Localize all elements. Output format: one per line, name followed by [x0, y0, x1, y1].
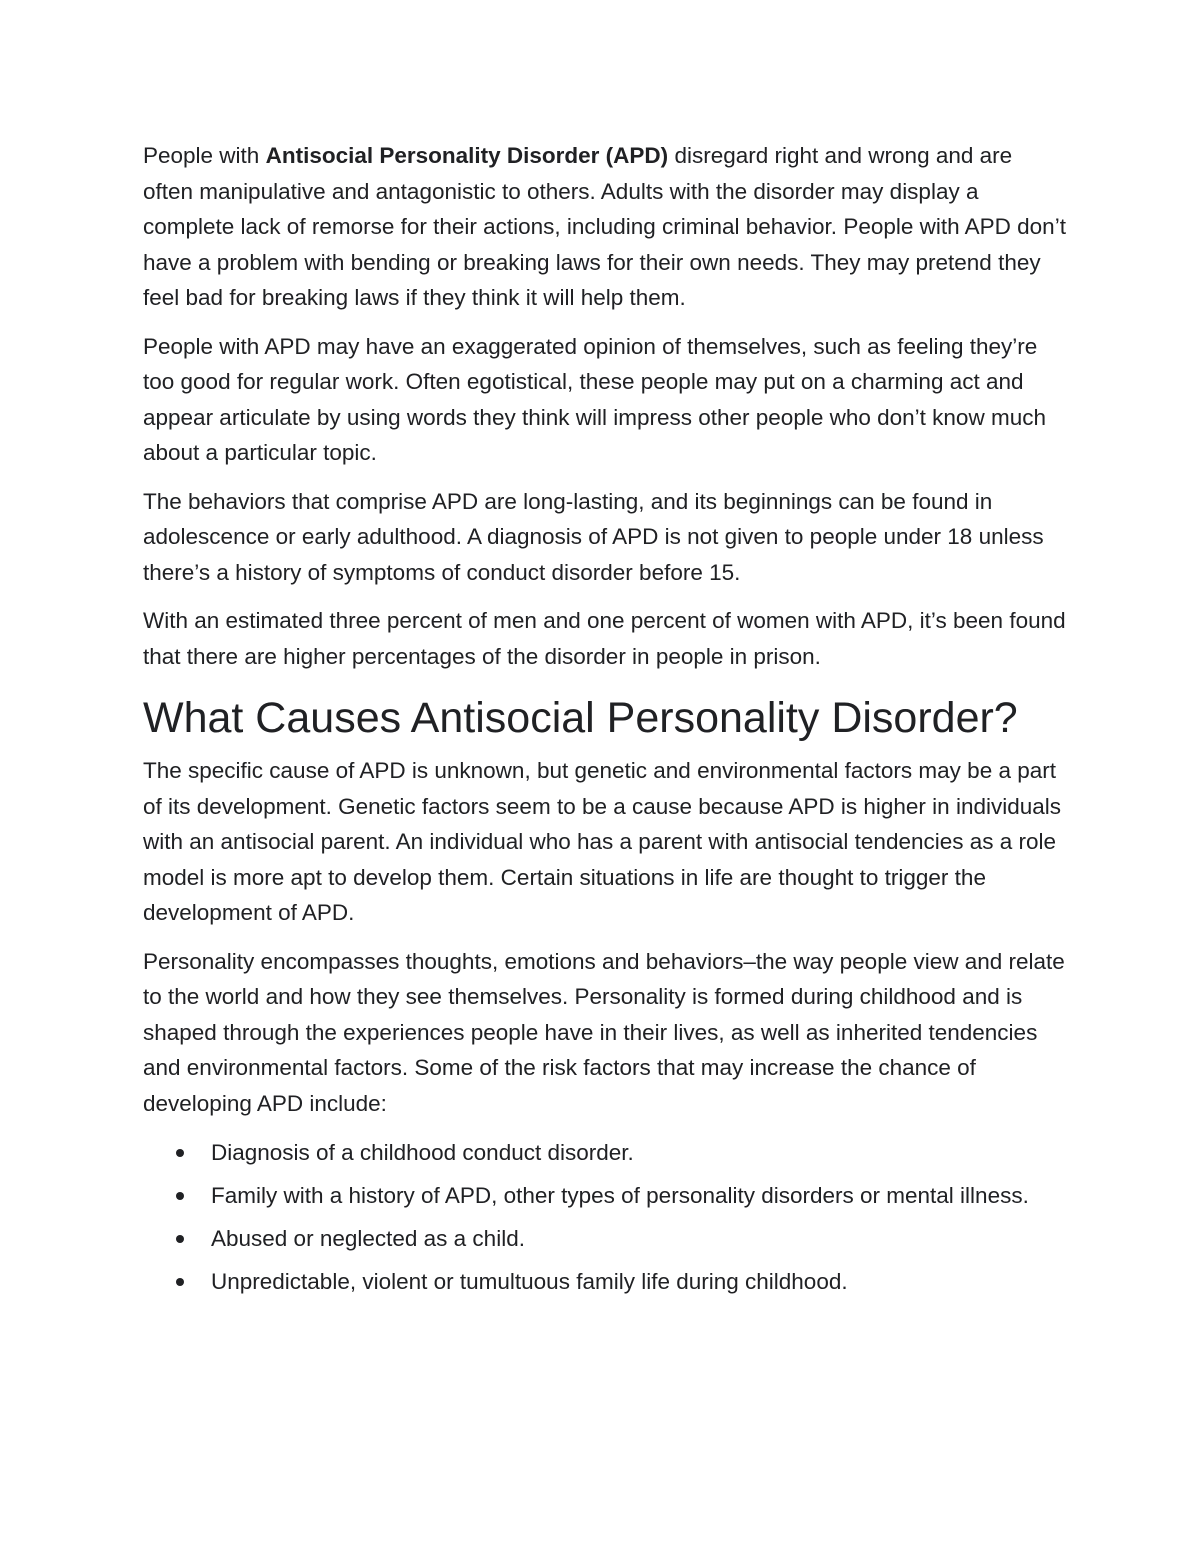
document-page [143, 138, 1068, 1306]
prevalence-paragraph: With an estimated three percent of men and one percent of women with APD, it’s been found that there are higher percentages of the disorder in people in prison. [143, 608, 1066, 669]
self-opinion-paragraph: People with APD may have an exaggerated opinion of themselves, such as feeling they’re too good for regular work. Often egotistical, these people may put on a charming act and appear articulate by using words they think will impress other people who don’t know much about a particular topic. [143, 333, 1046, 465]
bullet-icon [176, 1192, 184, 1200]
list-item-text: Unpredictable, violent or tumultuous family life during childhood. [211, 1269, 848, 1294]
intro-text-start: People with [143, 143, 266, 168]
causes-heading: What Causes Antisocial Personality Disorder? [143, 694, 1018, 742]
bullet-icon [176, 1235, 184, 1243]
list-item-text: Diagnosis of a childhood conduct disorder. [211, 1140, 634, 1165]
list-item-text: Family with a history of APD, other types of personality disorders or mental illness. [211, 1183, 1029, 1208]
bullet-icon [176, 1149, 184, 1157]
risk-factor-list [143, 1134, 1068, 1301]
list-item [143, 1220, 1068, 1258]
list-item [143, 1134, 1068, 1172]
list-item [143, 1263, 1068, 1301]
disorder-name-bold: Antisocial Personality Disorder (APD) [265, 143, 669, 168]
intro-paragraph [143, 138, 1068, 316]
list-item-text: Abused or neglected as a child. [211, 1226, 525, 1251]
cause-paragraph: The specific cause of APD is unknown, but genetic and environmental factors may be a part of its development. Genetic factors seem to be a cause because APD is higher in individuals with an antisocial parent. An individual who has a parent with antisocial tendencies as a role model is more apt to develop them. Certain situations in life are thought to trigger the development of APD. [143, 758, 1062, 925]
intro-text-rest: disregard right and wrong and are often manipulative and antagonistic to others. Adults with the disorder may display a complete lack of remorse for their actions, including criminal behavior. People with APD don’t have a problem with bending or breaking laws for their own needs. They may pretend they feel bad for breaking laws if they think it will help them. [143, 143, 1066, 310]
onset-paragraph: The behaviors that comprise APD are long-lasting, and its beginnings can be found in adolescence or early adulthood. A diagnosis of APD is not given to people under 18 unless there’s a history of symptoms of conduct disorder before 15. [143, 488, 1044, 585]
list-item [143, 1177, 1068, 1215]
bullet-icon [176, 1278, 184, 1286]
personality-paragraph: Personality encompasses thoughts, emotions and behaviors–the way people view and relate to the world and how they see themselves. Personality is formed during childhood and is shaped through the experiences people have in their lives, as well as inherited tendencies and environmental factors. Some of the risk factors that may increase the chance of developing APD include: [143, 948, 1065, 1116]
